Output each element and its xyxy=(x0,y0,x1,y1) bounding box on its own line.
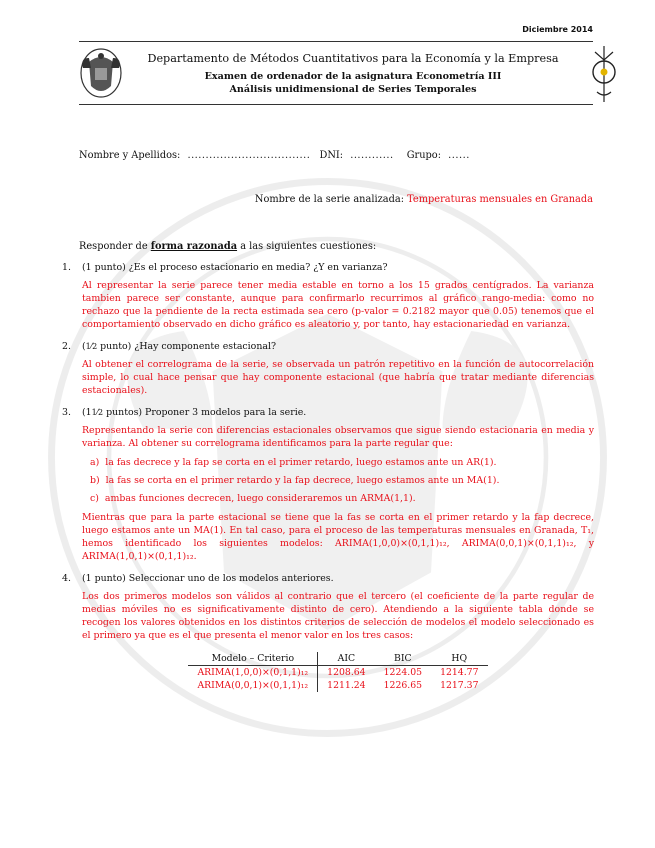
instructions-prefix: Responder de xyxy=(79,241,148,252)
question-title: (1 punto) Seleccionar uno de los modelos anteriores. xyxy=(82,573,334,584)
question-number: 4. xyxy=(62,573,71,584)
question-number: 1. xyxy=(62,262,71,273)
question-answer: Al representar la serie parece tener media estable en torno a los 15 grados centígrados. La varianza tambien parece ser constante, aunque para confirmarlo recurrimos al gráfico rango-media: como no rechazo que la pendiente de la recta estimada sea cero (p-valor = 0.2182 mayor que 0.05) tenemos que el comportamiento observado en dicho gráfico es aleatorio y, por tanto, hay estacionariedad en varianza. xyxy=(82,280,594,330)
list-item-text: ambas funciones decrecen, luego consideraremos un ARMA(1,1). xyxy=(104,493,416,504)
model-list xyxy=(90,456,594,505)
criteria-table xyxy=(188,652,487,692)
question-3 xyxy=(62,406,594,563)
exam-date: Diciembre 2014 xyxy=(522,25,593,34)
question-answer-continued: Mientras que para la parte estacional se tiene que la fas se corta en el primer retardo y la fap decrece, luego estamos ante un MA(1). En tal caso, para el proceso de las temperaturas mensuales en Granada, T₁, hemos identificado los siguientes modelos: ARIMA(1,0,0)×(0,1,1)₁₂, ARIMA(0,0,1)×(0,1,1)₁₂, y ARIMA(1,0,1)×(0,1,1)₁₂. xyxy=(82,512,594,562)
table-cell-model: ARIMA(1,0,0)×(0,1,1)₁₂ xyxy=(188,666,317,680)
table-cell: 1226.65 xyxy=(383,680,423,691)
question-answer: Los dos primeros modelos son válidos al contrario que el tercero (el coeficiente de la parte regular de medias móviles no es significativamente distinto de cero). Atendiendo a la siguiente tabla donde se recogen los valores obtenidos en los distintos criterios de selección de modelos el modelo seleccionado es el primero ya que es el que presenta el menor valor en los tres casos: xyxy=(82,591,594,641)
question-title xyxy=(82,340,594,353)
table-row xyxy=(188,679,487,692)
list-item xyxy=(90,492,594,505)
name-field[interactable]: .................................. xyxy=(187,150,311,161)
series-value: Temperaturas mensuales en Granada xyxy=(407,194,593,205)
student-fields xyxy=(79,150,470,161)
exam-title: Examen de ordenador de la asignatura Econometría III xyxy=(204,71,502,82)
header-top-rule xyxy=(79,41,593,42)
group-label: Grupo: xyxy=(406,150,441,161)
title-pre: ( xyxy=(82,341,86,352)
table-cell: 1217.37 xyxy=(440,680,479,691)
question-2 xyxy=(62,340,594,397)
list-item-label: a) xyxy=(90,457,100,468)
table-header-cell: AIC xyxy=(318,652,375,666)
list-item-text: la fas decrece y la fap se corta en el primer retardo, luego estamos ante un AR(1). xyxy=(105,457,497,468)
instructions-emphasis: forma razonada xyxy=(150,241,238,252)
question-number: 2. xyxy=(62,341,71,352)
table-header-cell: Modelo – Criterio xyxy=(188,652,317,666)
table-cell: 1224.05 xyxy=(383,667,423,678)
question-title xyxy=(82,406,594,419)
header-bottom-rule xyxy=(79,104,593,105)
question-title: (1 punto) ¿Es el proceso estacionario en media? ¿Y en varianza? xyxy=(82,262,388,273)
exam-subtitle: Análisis unidimensional de Series Temporales xyxy=(229,84,477,95)
title-post: punto) ¿Hay componente estacional? xyxy=(97,341,276,352)
question-number: 3. xyxy=(62,407,71,418)
dni-field[interactable]: ............ xyxy=(350,150,394,161)
list-item xyxy=(90,456,594,469)
table-cell-model: ARIMA(0,0,1)×(0,1,1)₁₂ xyxy=(188,679,317,692)
title-fraction: 1⁄2 xyxy=(91,408,104,417)
question-answer: Al obtener el correlograma de la serie, se observada un patrón repetitivo en la función de autocorrelación simple, lo cual hace pensar que hay componente estacional (que habría que tratar mediante diferencias estacionales). xyxy=(82,359,594,396)
question-4 xyxy=(62,572,594,692)
group-field[interactable]: ...... xyxy=(448,150,470,161)
questions xyxy=(62,261,594,701)
department-name: Departamento de Métodos Cuantitativos para la Economía y la Empresa xyxy=(147,52,559,65)
university-crest-icon xyxy=(79,46,123,100)
instructions-suffix: a las siguientes cuestiones: xyxy=(240,241,377,252)
question-answer: Representando la serie con diferencias estacionales observamos que sigue siendo estacionaria en media y varianza. Al obtener su correlograma identificamos para la parte regular que: xyxy=(82,425,594,449)
department-logo-icon xyxy=(589,44,619,104)
list-item-text: la fas se corta en el primer retardo y la fap decrece, luego estamos ante un MA(1). xyxy=(105,475,500,486)
title-fraction: 1⁄2 xyxy=(85,342,98,351)
table-cell: 1214.77 xyxy=(440,667,479,678)
title-pre: (1 xyxy=(82,407,92,418)
list-item-label: c) xyxy=(90,493,99,504)
list-item-label: b) xyxy=(90,475,100,486)
table-header-cell: BIC xyxy=(375,652,431,666)
series-line xyxy=(255,194,593,205)
series-label: Nombre de la serie analizada: xyxy=(254,194,405,205)
dni-label: DNI: xyxy=(319,150,344,161)
title-post: puntos) Proponer 3 modelos para la serie. xyxy=(103,407,307,418)
name-label: Nombre y Apellidos: xyxy=(79,150,181,161)
list-item xyxy=(90,474,594,487)
table-row xyxy=(188,666,487,680)
header-text xyxy=(128,52,578,95)
table-header-cell: HQ xyxy=(431,652,487,666)
instructions xyxy=(79,241,376,252)
table-header-row xyxy=(188,652,487,666)
question-1 xyxy=(62,261,594,331)
table-cell: 1211.24 xyxy=(327,680,366,691)
table-cell: 1208.64 xyxy=(327,667,366,678)
